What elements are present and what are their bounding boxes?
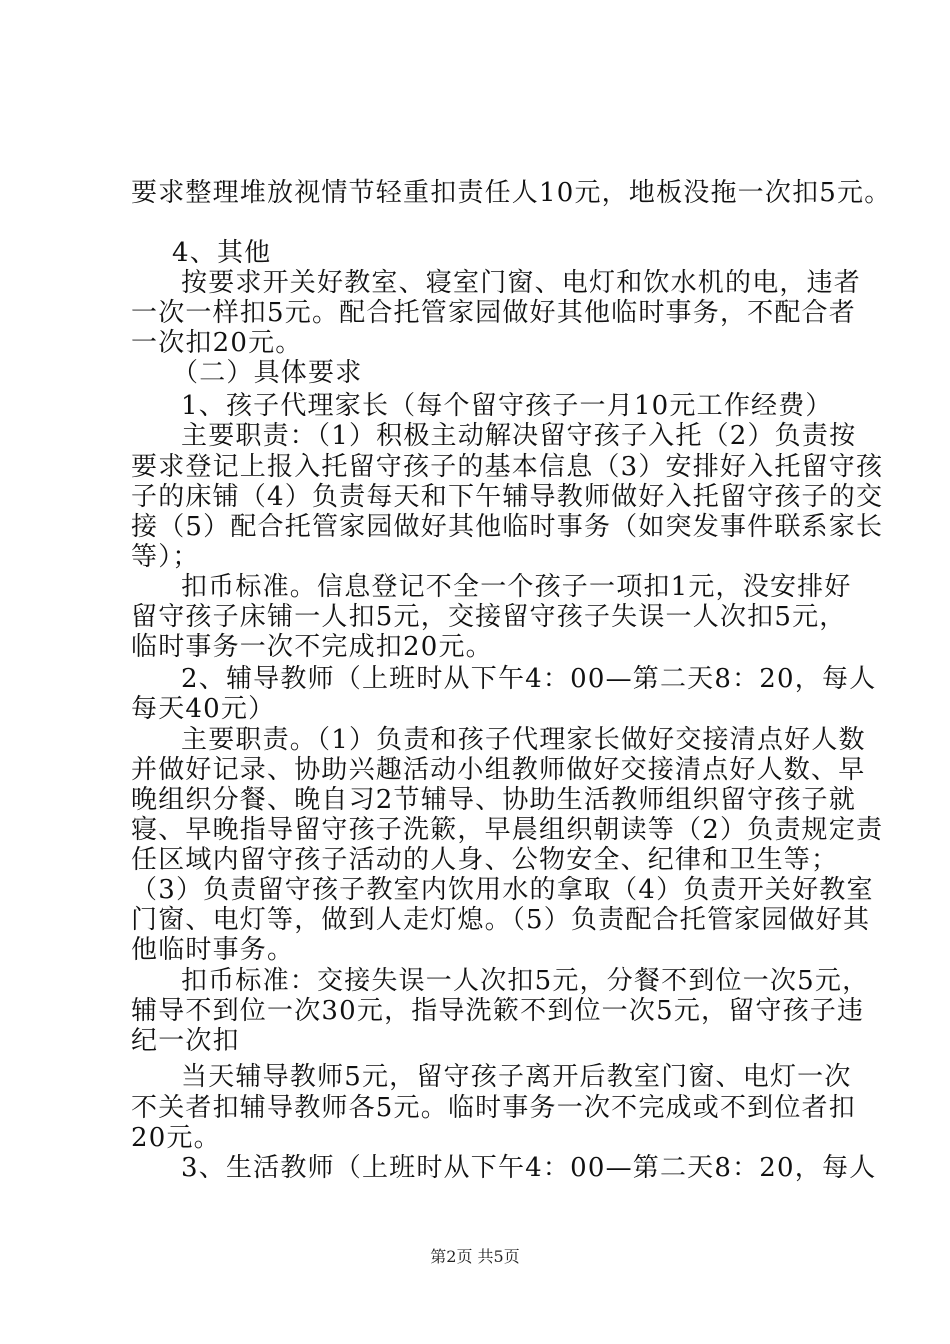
section-heading: 1、孩子代理家长（每个留守孩子一月10元工作经费） bbox=[181, 391, 833, 421]
text-line: 临时事务一次不完成扣20元。 bbox=[131, 632, 493, 662]
section-heading: 2、辅导教师（上班时从下午4：00—第二天8：20，每人 bbox=[181, 664, 877, 694]
text-line: 他临时事务。 bbox=[131, 935, 295, 965]
text-line: 20元。 bbox=[131, 1123, 221, 1153]
section-heading: 3、生活教师（上班时从下午4：00—第二天8：20，每人 bbox=[181, 1153, 877, 1183]
text-line: 要求整理堆放视情节轻重扣责任人10元，地板没拖一次扣5元。 bbox=[131, 178, 892, 208]
page-footer: 第2页 共5页 bbox=[430, 1247, 520, 1266]
section-heading: （二）具体要求 bbox=[172, 358, 363, 388]
text-line: 寝、早晚指导留守孩子洗簌，早晨组织朝读等（2）负责规定责 bbox=[131, 815, 884, 845]
text-line: 扣币标准：交接失误一人次扣5元，分餐不到位一次5元， bbox=[181, 966, 870, 996]
text-line: 当天辅导教师5元，留守孩子离开后教室门窗、电灯一次 bbox=[181, 1062, 852, 1092]
text-line: 不关者扣辅导教师各5元。临时事务一次不完成或不到位者扣 bbox=[131, 1093, 856, 1123]
text-line: 晚组织分餐、晚自习2节辅导、协助生活教师组织留守孩子就 bbox=[131, 785, 856, 815]
text-line: 主要职责。（1）负责和孩子代理家长做好交接清点好人数 bbox=[181, 725, 866, 755]
text-line: 一次扣20元。 bbox=[131, 328, 303, 358]
text-line: 主要职责：（1）积极主动解决留守孩子入托（2）负责按 bbox=[181, 421, 857, 451]
text-line: 辅导不到位一次30元，指导洗簌不到位一次5元，留守孩子违 bbox=[131, 996, 865, 1026]
section-heading: 4、其他 bbox=[172, 238, 272, 268]
text-line: 子的床铺（4）负责每天和下午辅导教师做好入托留守孩子的交 bbox=[131, 482, 884, 512]
text-line: 并做好记录、协助兴趣活动小组教师做好交接清点好人数、早 bbox=[131, 755, 866, 785]
text-line: （3）负责留守孩子教室内饮用水的拿取（4）负责开关好教室 bbox=[131, 875, 874, 905]
text-line: 门窗、电灯等，做到人走灯熄。（5）负责配合托管家园做好其 bbox=[131, 905, 871, 935]
text-line: 任区域内留守孩子活动的人身、公物安全、纪律和卫生等； bbox=[131, 845, 839, 875]
text-line: 每天40元） bbox=[131, 694, 276, 724]
text-line: 纪一次扣 bbox=[131, 1026, 240, 1056]
text-line: 按要求开关好教室、寝室门窗、电灯和饮水机的电，违者 bbox=[181, 268, 862, 298]
text-line: 一次一样扣5元。配合托管家园做好其他临时事务，不配合者 bbox=[131, 298, 856, 328]
text-line: 接（5）配合托管家园做好其他临时事务（如突发事件联系家长 bbox=[131, 512, 884, 542]
text-line: 留守孩子床铺一人扣5元，交接留守孩子失误一人次扣5元， bbox=[131, 602, 847, 632]
text-line: 等）； bbox=[131, 542, 200, 572]
text-line: 要求登记上报入托留守孩子的基本信息（3）安排好入托留守孩 bbox=[131, 452, 884, 482]
text-line: 扣币标准。信息登记不全一个孩子一项扣1元，没安排好 bbox=[181, 572, 852, 602]
